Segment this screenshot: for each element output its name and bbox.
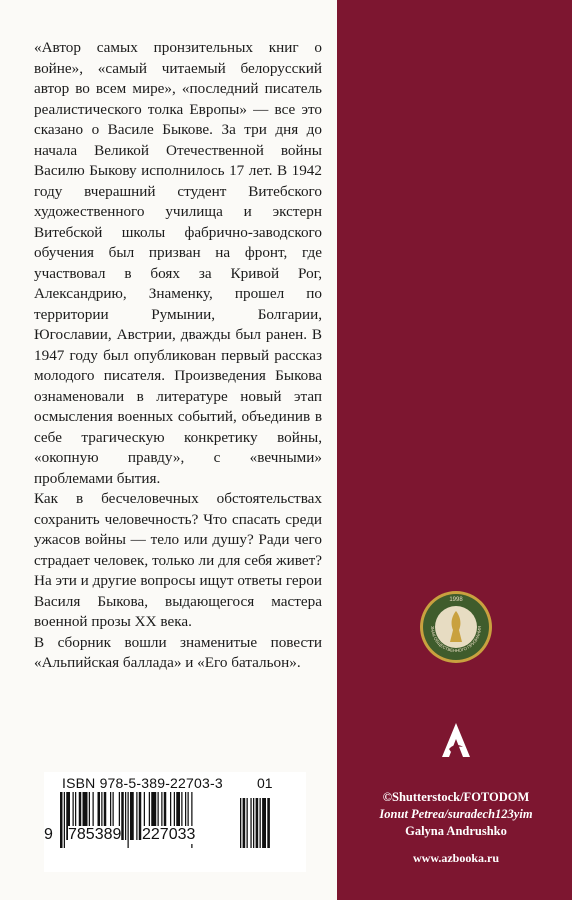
azbooka-logo-icon xyxy=(441,722,471,758)
addon-bar xyxy=(247,798,248,848)
annotation-paragraph-1: «Автор самых пронзительных книг о войне», «самый читаемый белорусский автор во всем мире», «последний писатель реалистического толка Европы» — все это сказано о Василе Быкове. За три дня до начала Великой Отечественной войны Василю Быкову исполнилось 17 лет. В 1942 году вчерашний студент Витебского художественного училища и экстерн Витебской школы фабрично-заводского обучения был призван на фронт, где участвовал в боях за Кривой Рог, Александрию, Знаменку, прошел по территории Румынии, Болгарии, Югославии, Австрии, дважды был ранен. В 1947 году был опубликован первый рассказ молодого писателя. Произведения Быкова ознаменовали в литературе новый этап осмысления военных событий, объединив в себе трагическую конкретику войны, «окопную правду», с «вечными» проблемами бытия. xyxy=(34,39,322,487)
annotation-paragraph-2: Как в бесчеловечных обстоятельствах сохранить человечность? Что спасать среди ужасов войны — тело или душу? Ради чего страдает человек, только ли для себя живет? На эти и другие вопросы ищут ответы герои Василя Быкова, выдающегося мастера военной прозы XX века. xyxy=(34,490,322,630)
seal-year: 1998 xyxy=(449,597,463,603)
barcode-bar xyxy=(64,792,65,848)
credit-line-3: Galyna Andrushko xyxy=(405,824,507,838)
addon-bar xyxy=(267,798,270,848)
barcode-left-group: 785389 xyxy=(68,826,122,843)
barcode-bar xyxy=(139,792,142,840)
color-panel xyxy=(337,0,572,900)
barcode-addon: 01 xyxy=(257,775,273,791)
barcode-right-group: 227033 xyxy=(142,826,196,843)
book-annotation xyxy=(34,38,322,674)
credit-line-2: Ionut Petrea/suradech123yim xyxy=(379,807,533,821)
annotation-paragraph-3: В сборник вошли знаменитые повести «Альпийская баллада» и «Его батальон». xyxy=(34,633,322,671)
addon-bar xyxy=(250,798,251,848)
addon-bar xyxy=(256,798,259,848)
publisher-website: www.azbooka.ru xyxy=(412,851,499,865)
barcode-bar xyxy=(60,792,63,848)
addon-bar xyxy=(243,798,246,848)
addon-bar xyxy=(253,798,254,848)
barcode-bar xyxy=(128,792,129,848)
barcode-bar xyxy=(130,792,134,840)
addon-bar xyxy=(262,798,266,848)
isbn-number: ISBN 978-5-389-22703-3 xyxy=(62,775,223,791)
isbn-barcode xyxy=(44,772,306,872)
credit-line-1: ©Shutterstock/FOTODOM xyxy=(382,790,530,804)
barcode-bar xyxy=(121,792,124,840)
photo-credits xyxy=(348,789,564,867)
seal-caption: ЗНАК ОБЩЕСТВЕННОГО ПРИЗНАНИЯ xyxy=(429,625,483,654)
public-recognition-seal-icon xyxy=(419,590,493,664)
barcode-bar xyxy=(136,792,137,840)
barcode-bar xyxy=(125,792,126,840)
addon-bar xyxy=(260,798,261,848)
barcode-lead-digit: 9 xyxy=(44,826,53,843)
addon-bar xyxy=(240,798,241,848)
